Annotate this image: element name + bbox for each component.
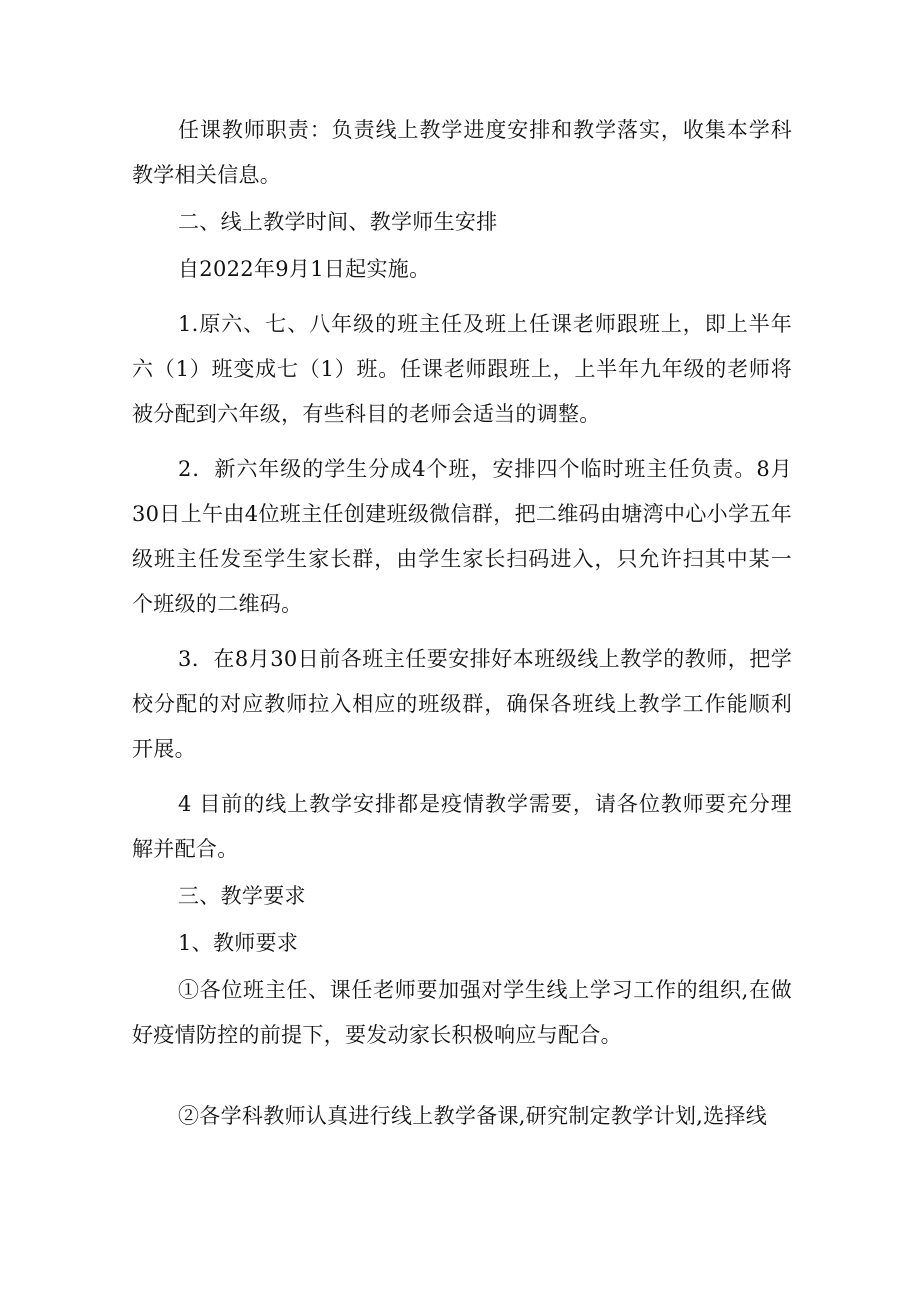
section-heading-2: 二、线上教学时间、教学师生安排 (178, 210, 498, 234)
paragraph-teacher-duties: 任课教师职责：负责线上教学进度安排和教学落实，收集本学科教学相关信息。 (132, 118, 792, 187)
paragraph-item-3: 3．在8月30日前各班主任要安排好本班级线上教学的教师，把学校分配的对应教师拉入相应的班级群，确保各班线上教学工作能顺利开展。 (132, 647, 792, 761)
paragraph-item-1: 1.原六、七、八年级的班主任及班上任课老师跟班上，即上半年六（1）班变成七（1）班。任课老师跟班上，上半年九年级的老师将被分配到六年级，有些科目的老师会适当的调整。 (132, 312, 792, 426)
paragraph-item-2: 2．新六年级的学生分成4个班，安排四个临时班主任负责。8月30日上午由4位班主任创建班级微信群，把二维码由塘湾中心小学五年级班主任发至学生家长群，由学生家长扫码进入，只允许扫其中某一个班级的二维码。 (132, 457, 792, 616)
subheading-teacher-requirements: 1、教师要求 (178, 931, 299, 955)
paragraph-start-date: 自2022年9月1日起实施。 (178, 257, 431, 281)
paragraph-requirement-1: ①各位班主任、课任老师要加强对学生线上学习工作的组织,在做好疫情防控的前提下，要发动家长积极响应与配合。 (132, 978, 792, 1047)
paragraph-item-4: 4 目前的线上教学安排都是疫情教学需要，请各位教师要充分理解并配合。 (132, 792, 792, 861)
document-page (132, 108, 792, 1139)
paragraph-requirement-2: ②各学科教师认真进行线上教学备课,研究制定教学计划,选择线 (178, 1104, 768, 1128)
section-heading-3: 三、教学要求 (178, 884, 306, 908)
